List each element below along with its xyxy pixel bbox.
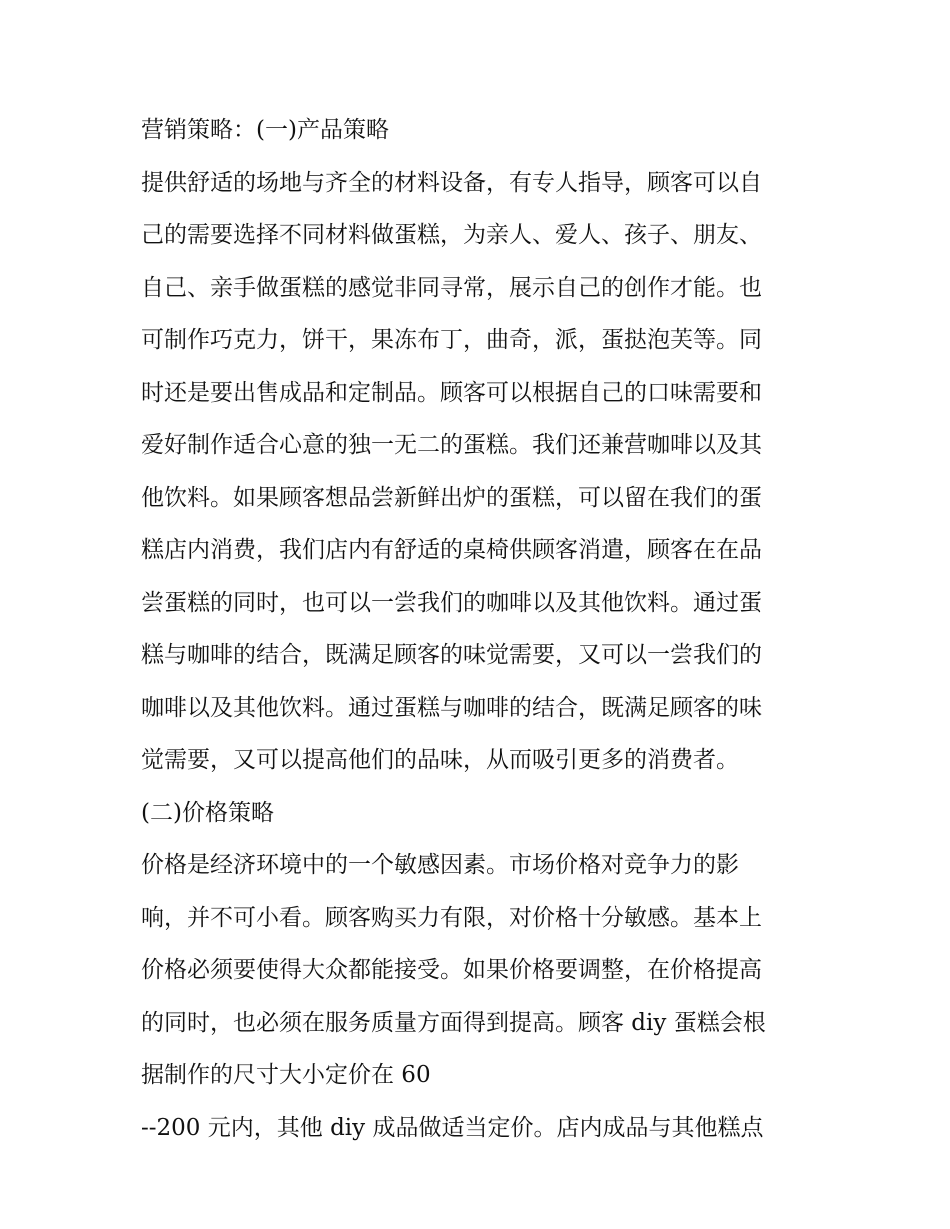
paragraph-line: --200 元内，其他 diy 成品做适当定价。店内成品与其他糕点 <box>141 1114 764 1141</box>
paragraph-line: 的同时，也必须在服务质量方面得到提高。顾客 diy 蛋糕会根 <box>141 1009 766 1036</box>
paragraph-line: 咖啡以及其他饮料。通过蛋糕与咖啡的结合，既满足顾客的味 <box>141 694 762 721</box>
paragraph-line: 提供舒适的场地与齐全的材料设备，有专人指导，顾客可以自 <box>141 169 762 196</box>
paragraph-line: 时还是要出售成品和定制品。顾客可以根据自己的口味需要和 <box>141 379 762 406</box>
paragraph-line: 响，并不可小看。顾客购买力有限，对价格十分敏感。基本上 <box>141 904 762 931</box>
paragraph-line: 糕店内消费，我们店内有舒适的桌椅供顾客消遣，顾客在在品 <box>141 537 762 563</box>
paragraph-line: 他饮料。如果顾客想品尝新鲜出炉的蛋糕，可以留在我们的蛋 <box>141 484 762 511</box>
paragraph-line: 自己、亲手做蛋糕的感觉非同寻常，展示自己的创作才能。也 <box>141 274 762 301</box>
paragraph-line: 尝蛋糕的同时，也可以一尝我们的咖啡以及其他饮料。通过蛋 <box>141 589 762 616</box>
paragraph-line: 己的需要选择不同材料做蛋糕，为亲人、爱人、孩子、朋友、 <box>141 222 762 248</box>
paragraph-line: 价格是经济环境中的一个敏感因素。市场价格对竞争力的影 <box>141 852 739 878</box>
heading-marketing-strategy: 营销策略：(一)产品策略 <box>141 117 389 143</box>
heading-price-strategy: (二)价格策略 <box>141 799 274 826</box>
paragraph-line: 爱好制作适合心意的独一无二的蛋糕。我们还兼营咖啡以及其 <box>141 432 762 458</box>
paragraph-line: 可制作巧克力，饼干，果冻布丁，曲奇，派，蛋挞泡芙等。同 <box>141 327 762 353</box>
paragraph-line: 觉需要，又可以提高他们的品味，从而吸引更多的消费者。 <box>141 747 739 773</box>
paragraph-line: 糕与咖啡的结合，既满足顾客的味觉需要，又可以一尝我们的 <box>141 642 762 668</box>
paragraph-line: 据制作的尺寸大小定价在 60 <box>141 1062 431 1088</box>
body-text <box>141 112 821 1162</box>
paragraph-line: 价格必须要使得大众都能接受。如果价格要调整，在价格提高 <box>141 957 762 983</box>
